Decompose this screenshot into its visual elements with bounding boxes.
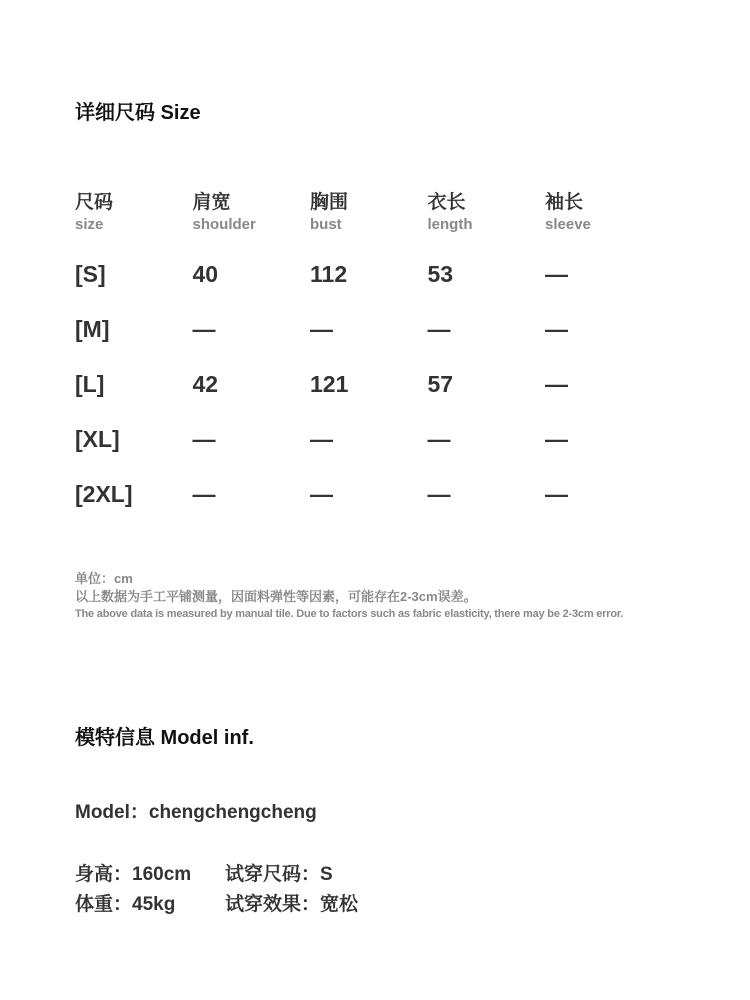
column-header-en: length	[427, 216, 473, 233]
shoulder-cell: 42	[192, 370, 219, 397]
table-row	[75, 356, 675, 411]
column-header-zh: 肩宽	[192, 192, 231, 213]
bust-cell: 112	[310, 260, 348, 287]
sleeve-cell: —	[545, 480, 568, 507]
column-header-zh: 衣长	[427, 192, 466, 213]
column-header-en: sleeve	[545, 216, 591, 233]
column-header-zh: 尺码	[75, 192, 114, 213]
column-header-length	[428, 190, 546, 246]
model-name: Model：chengchengcheng	[75, 802, 317, 823]
column-header-size	[75, 190, 193, 246]
size-table	[75, 190, 675, 521]
model-stats	[75, 857, 358, 917]
bust-cell: 121	[310, 370, 349, 397]
shoulder-cell: —	[192, 480, 216, 507]
table-row	[75, 246, 675, 301]
stat-row	[75, 857, 358, 887]
column-header-shoulder	[193, 190, 311, 246]
size-cell: [XL]	[75, 425, 120, 452]
length-cell: —	[427, 425, 451, 452]
stat-row	[75, 887, 358, 917]
sleeve-cell: —	[545, 425, 568, 452]
model-height: 身高：160cm	[75, 863, 192, 885]
trial-size: 试穿尺码：S	[225, 863, 333, 885]
column-header-en: size	[75, 216, 104, 233]
fit-effect: 试穿效果：宽松	[225, 893, 359, 915]
sleeve-cell: —	[545, 370, 568, 397]
size-cell: [M]	[75, 315, 110, 342]
bust-cell: —	[310, 480, 333, 507]
unit-note: 单位：cm	[75, 571, 133, 586]
shoulder-cell: —	[192, 315, 216, 342]
table-header	[75, 190, 675, 246]
column-header-en: bust	[310, 216, 342, 233]
length-cell: —	[427, 480, 451, 507]
bust-cell: —	[310, 425, 333, 452]
bust-cell: —	[310, 315, 333, 342]
model-weight: 体重：45kg	[75, 893, 176, 915]
table-row	[75, 301, 675, 356]
sleeve-cell: —	[545, 315, 568, 342]
length-cell: 57	[427, 370, 454, 397]
length-cell: 53	[427, 260, 454, 287]
table-row	[75, 466, 675, 521]
length-cell: —	[427, 315, 451, 342]
column-header-en: shoulder	[192, 216, 256, 233]
column-header-bust	[310, 190, 428, 246]
measurement-notes	[75, 570, 715, 622]
shoulder-cell: —	[192, 425, 216, 452]
size-cell: [L]	[75, 370, 105, 397]
model-section-title: 模特信息 Model inf.	[75, 727, 254, 749]
table-row	[75, 411, 675, 466]
measurement-note-zh: 以上数据为手工平铺测量，因面料弹性等因素，可能存在2-3cm误差。	[75, 589, 477, 604]
size-cell: [S]	[75, 260, 106, 287]
column-header-sleeve	[545, 190, 663, 246]
size-cell: [2XL]	[75, 480, 133, 507]
shoulder-cell: 40	[192, 260, 219, 287]
measurement-note-en: The above data is measured by manual tile. Due to factors such as fabric elasticity, there may be 2-3cm error.	[75, 608, 624, 620]
column-header-zh: 胸围	[310, 192, 349, 213]
column-header-zh: 袖长	[545, 192, 584, 213]
sleeve-cell: —	[545, 260, 568, 287]
size-section-title: 详细尺码 Size	[75, 102, 201, 124]
